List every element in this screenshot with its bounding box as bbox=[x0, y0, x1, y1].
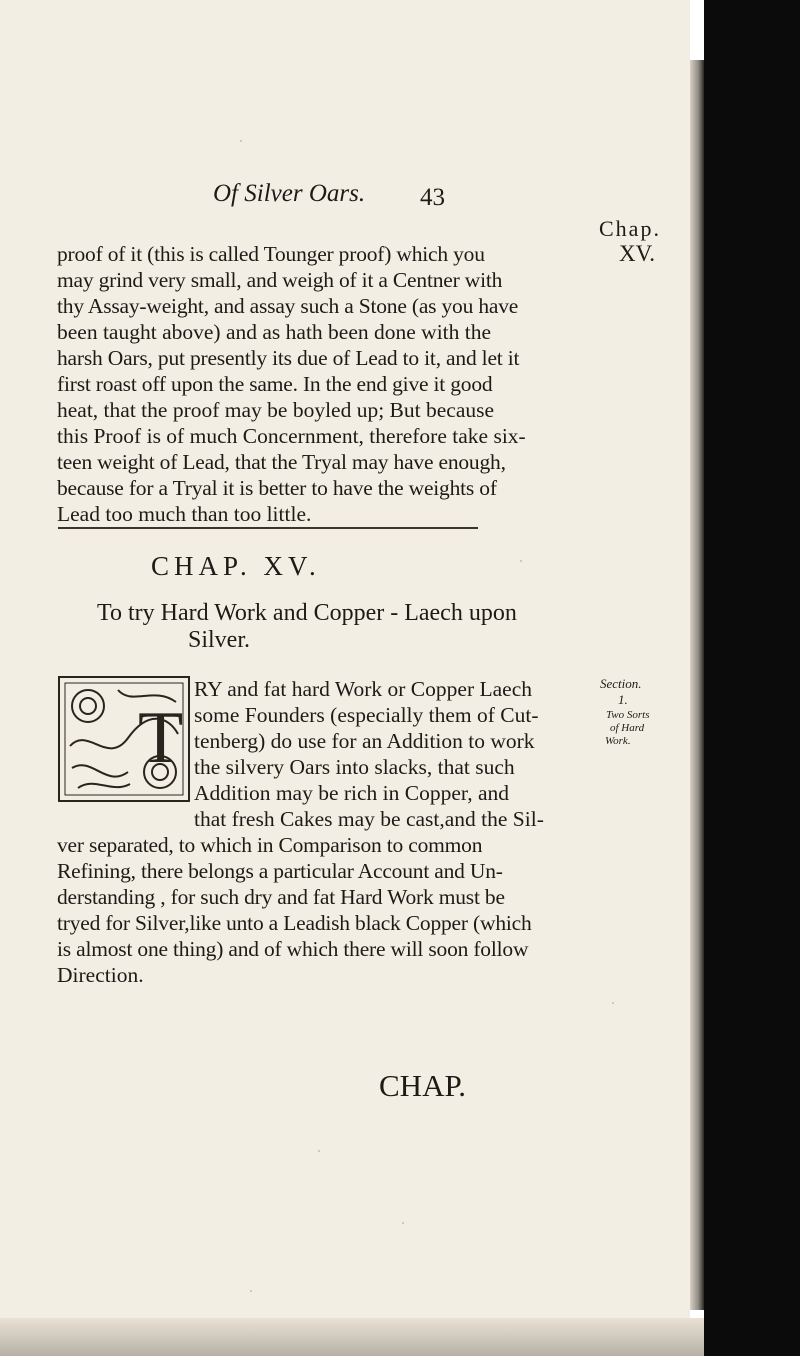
margin-note-line: of Hard bbox=[610, 722, 645, 734]
text-line: derstanding , for such dry and fat Hard Work must be bbox=[57, 885, 505, 909]
chapter-divider bbox=[58, 527, 478, 529]
margin-note-line: Two Sorts bbox=[606, 709, 650, 721]
text-line: been taught above) and as hath been done with the bbox=[57, 320, 492, 344]
running-head: Of Silver Oars. bbox=[213, 180, 366, 207]
page-bottom-edge bbox=[0, 1318, 704, 1356]
text-line: thy Assay-weight, and assay such a Stone (as you have bbox=[57, 294, 519, 318]
text-line: tryed for Silver,like unto a Leadish black Copper (which bbox=[57, 911, 532, 935]
margin-section-label: Section. bbox=[600, 676, 642, 691]
page-number: 43 bbox=[420, 184, 445, 211]
text-line: Direction. bbox=[57, 963, 144, 987]
scan-background bbox=[704, 0, 800, 1356]
catchword: CHAP. bbox=[379, 1068, 467, 1103]
text-line: harsh Oars, put presently its due of Lead to it, and let it bbox=[57, 346, 520, 370]
text-line: Lead too much than too little. bbox=[57, 502, 312, 526]
chapter-subtitle-continued: Silver. bbox=[188, 627, 251, 653]
drop-cap-ornament bbox=[58, 676, 190, 802]
text-line: teen weight of Lead, that the Tryal may have enough, bbox=[57, 450, 506, 474]
text-line: is almost one thing) and of which there will soon follow bbox=[57, 937, 529, 961]
text-line: tenberg) do use for an Addition to work bbox=[194, 729, 535, 753]
drop-cap-letter: T bbox=[138, 697, 184, 779]
chapter-subtitle: To try Hard Work and Copper - Laech upon bbox=[97, 600, 517, 626]
text-line: proof of it (this is called Tounger proof) which you bbox=[57, 242, 485, 266]
margin-chap-label: Chap. bbox=[599, 216, 661, 241]
text-line: may grind very small, and weigh of it a Centner with bbox=[57, 268, 503, 292]
page-gutter bbox=[690, 60, 704, 1310]
text-line: Refining, there belongs a particular Account and Un- bbox=[57, 859, 503, 883]
text-line: because for a Tryal it is better to have the weights of bbox=[57, 476, 497, 500]
margin-note-line: Work. bbox=[605, 735, 631, 747]
text-line: that fresh Cakes may be cast,and the Sil- bbox=[194, 807, 544, 831]
text-line: RY and fat hard Work or Copper Laech bbox=[194, 677, 532, 701]
text-line: the silvery Oars into slacks, that such bbox=[194, 755, 515, 779]
text-line: first roast off upon the same. In the end give it good bbox=[57, 372, 493, 396]
text-line: ver separated, to which in Comparison to common bbox=[57, 833, 483, 857]
text-line: heat, that the proof may be boyled up; But because bbox=[57, 398, 495, 422]
text-line: Addition may be rich in Copper, and bbox=[194, 781, 510, 805]
margin-chap-number: XV. bbox=[619, 241, 656, 266]
chapter-heading: CHAP. XV. bbox=[151, 551, 321, 581]
text-line: some Founders (especially them of Cut- bbox=[194, 703, 539, 727]
text-line: this Proof is of much Concernment, therefore take six- bbox=[57, 424, 526, 448]
margin-section-number: 1. bbox=[618, 692, 628, 707]
